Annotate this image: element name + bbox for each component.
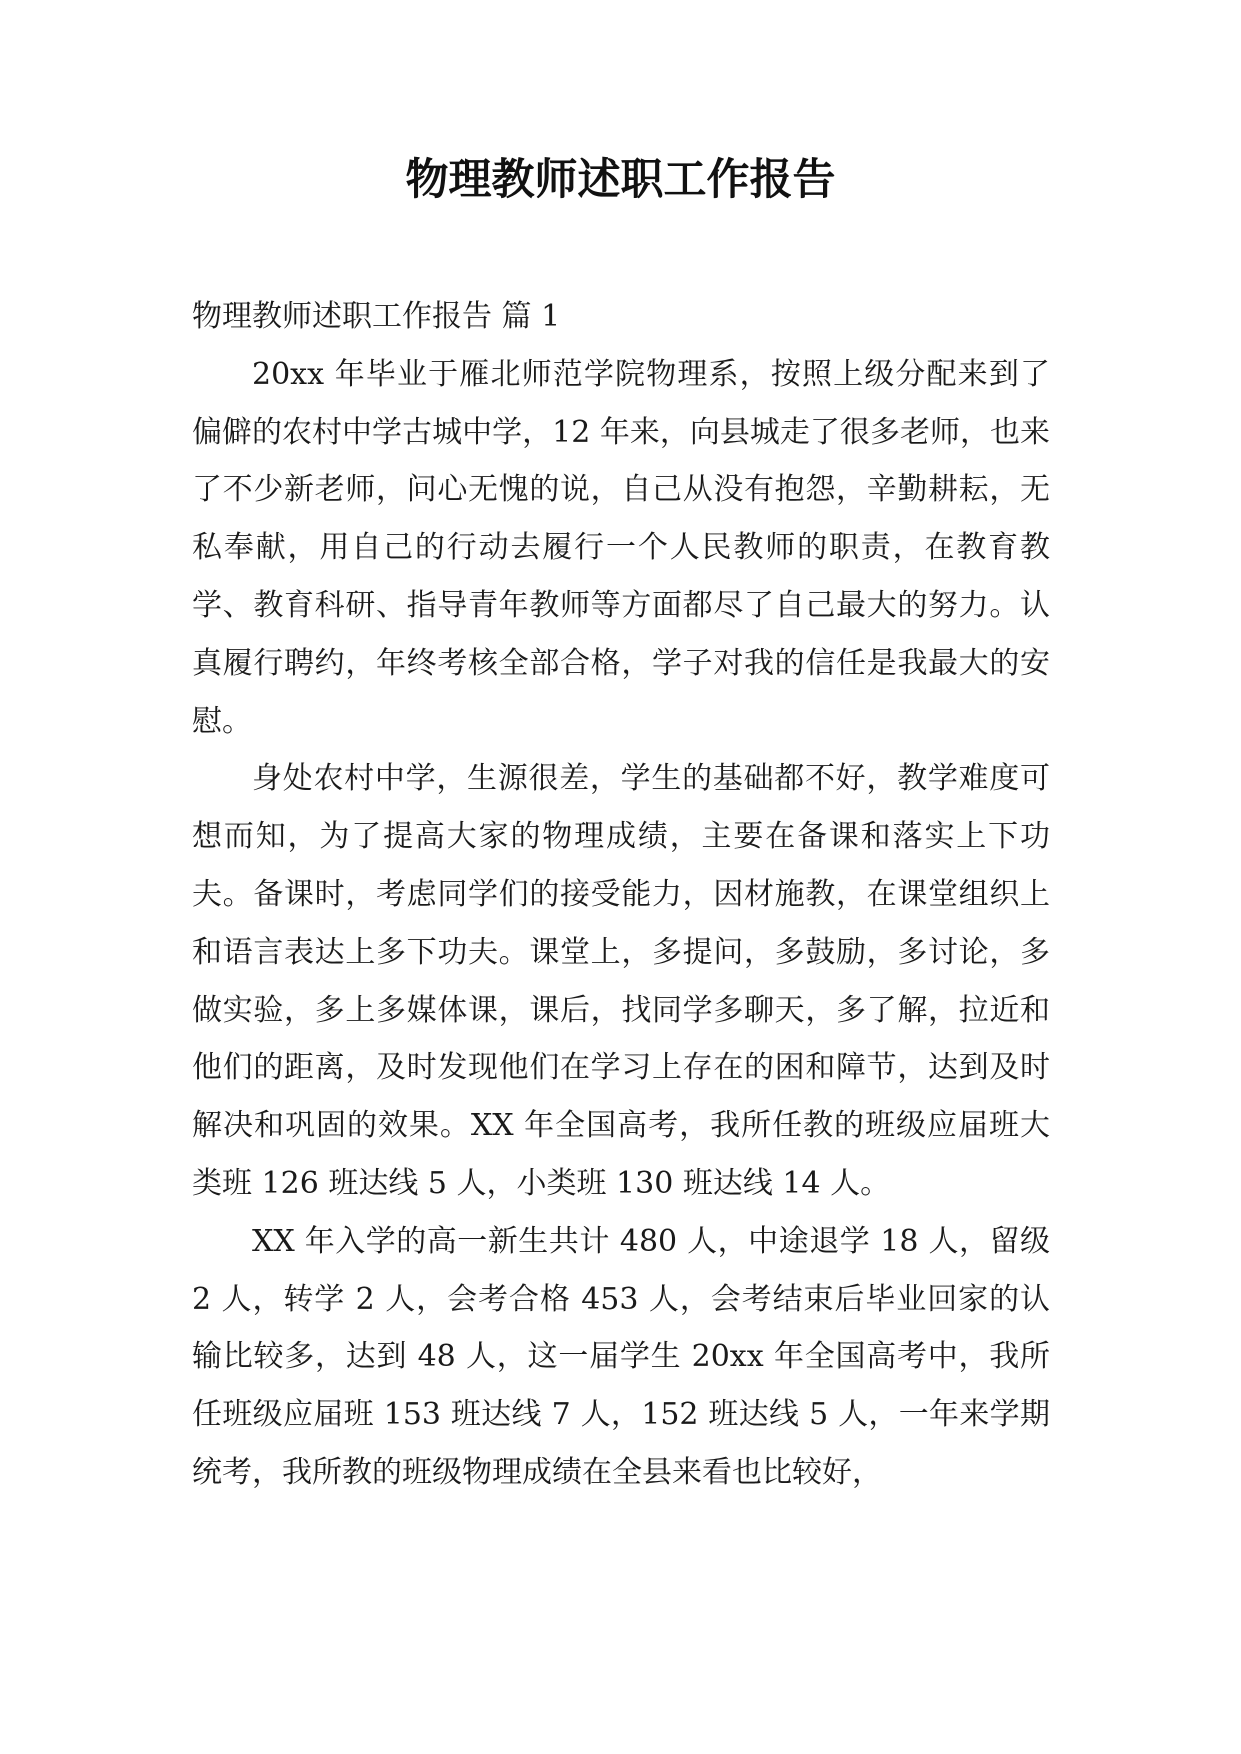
document-title: 物理教师述职工作报告	[405, 155, 836, 205]
section-heading: 物理教师述职工作报告 篇 1	[192, 299, 561, 334]
paragraph-2: 身处农村中学，生源很差，学生的基础都不好，教学难度可想而知，为了提高大家的物理成绩，主要在备课和落实上下功夫。备课时，考虑同学们的接受能力，因材施教，在课堂组织上和语言表达上多下功夫。课堂上，多提问，多鼓励，多讨论，多做实验，多上多媒体课，课后，找同学多聊天，多了解，拉近和他们的距离，及时发现他们在学习上存在的困和障节，达到及时解决和巩固的效果。XX 年全国高考，我所任教的班级应届班大类班 126 班达线 5 人，小类班 130 班达线 14 人。	[192, 761, 1050, 1201]
document-body	[192, 288, 1050, 1502]
paragraph-3: XX 年入学的高一新生共计 480 人，中途退学 18 人，留级 2 人，转学 2 人，会考合格 453 人，会考结束后毕业回家的认输比较多，达到 48 人，这一届学生 20xx 年全国高考中，我所任班级应届班 153 班达线 7 人，152 班达线 5 人，一年来学期统考，我所教的班级物理成绩在全县来看也比较好，	[192, 1223, 1050, 1490]
paragraph-1: 20xx 年毕业于雁北师范学院物理系，按照上级分配来到了偏僻的农村中学古城中学，12 年来，向县城走了很多老师，也来了不少新老师，问心无愧的说，自己从没有抱怨，辛勤耕耘，无私奉献，用自己的行动去履行一个人民教师的职责，在教育教学、教育科研、指导青年教师等方面都尽了自己最大的努力。认真履行聘约，年终考核全部合格，学子对我的信任是我最大的安慰。	[192, 356, 1050, 739]
